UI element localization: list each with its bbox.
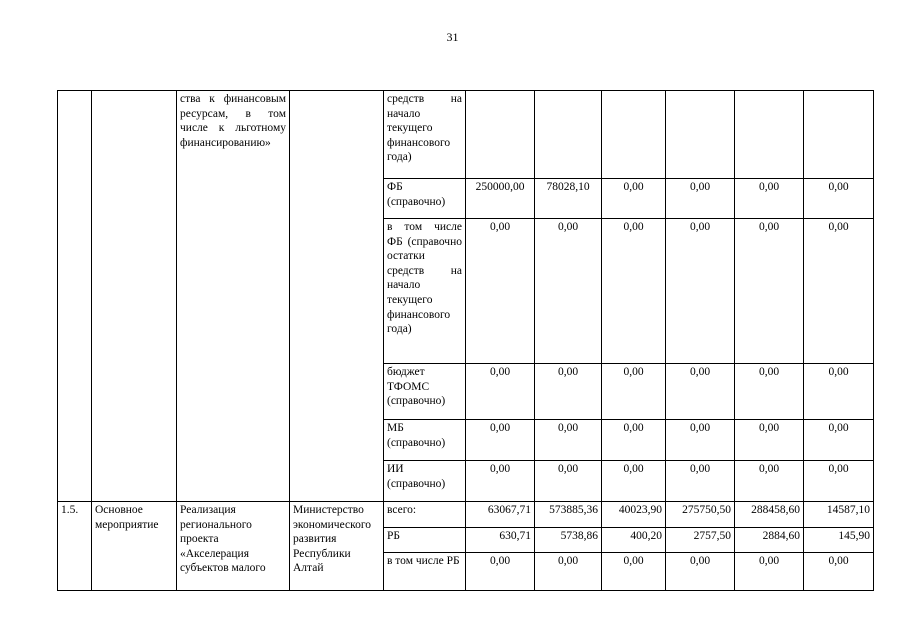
value-cell [602, 91, 666, 179]
value-cell: 0,00 [535, 461, 602, 502]
value-cell: 0,00 [535, 219, 602, 364]
value-cell: 0,00 [666, 364, 735, 420]
funding-source-cell: ИИ (справочно) [384, 461, 466, 502]
value-cell: 63067,71 [466, 502, 535, 528]
value-cell: 0,00 [804, 553, 874, 591]
budget-table [57, 90, 874, 591]
value-cell: 0,00 [602, 461, 666, 502]
value-cell: 2757,50 [666, 528, 735, 553]
value-cell: 0,00 [466, 553, 535, 591]
number-cell [58, 91, 92, 502]
value-cell: 0,00 [666, 553, 735, 591]
funding-source-cell: бюджет ТФОМС (справочно) [384, 364, 466, 420]
value-cell: 5738,86 [535, 528, 602, 553]
value-cell: 0,00 [804, 461, 874, 502]
value-cell: 0,00 [466, 420, 535, 461]
value-cell: 0,00 [535, 364, 602, 420]
funding-source-cell: всего: [384, 502, 466, 528]
value-cell: 0,00 [466, 364, 535, 420]
item-type-cell: Основное мероприятие [92, 502, 177, 591]
value-cell: 0,00 [735, 553, 804, 591]
executor-cell [290, 91, 384, 502]
value-cell: 0,00 [666, 461, 735, 502]
value-cell: 288458,60 [735, 502, 804, 528]
value-cell: 0,00 [735, 219, 804, 364]
value-cell: 0,00 [535, 420, 602, 461]
value-cell: 78028,10 [535, 179, 602, 219]
value-cell: 0,00 [602, 364, 666, 420]
value-cell: 0,00 [735, 179, 804, 219]
value-cell: 2884,60 [735, 528, 804, 553]
value-cell: 0,00 [804, 364, 874, 420]
value-cell: 0,00 [602, 420, 666, 461]
value-cell [666, 91, 735, 179]
funding-source-cell: ФБ (справочно) [384, 179, 466, 219]
value-cell: 0,00 [735, 461, 804, 502]
value-cell: 40023,90 [602, 502, 666, 528]
value-cell [804, 91, 874, 179]
value-cell: 0,00 [804, 179, 874, 219]
value-cell: 0,00 [804, 219, 874, 364]
value-cell: 630,71 [466, 528, 535, 553]
value-cell: 275750,50 [666, 502, 735, 528]
value-cell: 145,90 [804, 528, 874, 553]
item-name-cell: Реализация регионального проекта «Акселерация субъектов малого [177, 502, 290, 591]
item-number-cell: 1.5. [58, 502, 92, 591]
table-row [58, 502, 874, 528]
value-cell: 0,00 [735, 364, 804, 420]
value-cell: 400,20 [602, 528, 666, 553]
value-cell: 0,00 [666, 420, 735, 461]
value-cell: 0,00 [466, 219, 535, 364]
task-name-cell: ства к финансовым ресурсам, в том числе к льготному финансированию» [177, 91, 290, 502]
funding-source-cell: МБ (справочно) [384, 420, 466, 461]
value-cell: 0,00 [666, 219, 735, 364]
value-cell: 0,00 [466, 461, 535, 502]
funding-source-cell: в том числе РБ [384, 553, 466, 591]
value-cell [466, 91, 535, 179]
value-cell: 0,00 [804, 420, 874, 461]
value-cell: 250000,00 [466, 179, 535, 219]
value-cell [735, 91, 804, 179]
value-cell: 0,00 [666, 179, 735, 219]
value-cell: 0,00 [535, 553, 602, 591]
table-row [58, 91, 874, 179]
value-cell: 573885,36 [535, 502, 602, 528]
value-cell: 0,00 [602, 219, 666, 364]
page-number: 31 [446, 30, 459, 44]
value-cell [535, 91, 602, 179]
item-executor-cell: Министерство экономического развития Республики Алтай [290, 502, 384, 591]
funding-source-cell: в том числе ФБ (справочно остатки средств на начало текущего финансового года) [384, 219, 466, 364]
funding-source-cell: средств на начало текущего финансового года) [384, 91, 466, 179]
type-cell [92, 91, 177, 502]
value-cell: 0,00 [602, 179, 666, 219]
value-cell: 0,00 [602, 553, 666, 591]
funding-source-cell: РБ [384, 528, 466, 553]
value-cell: 14587,10 [804, 502, 874, 528]
value-cell: 0,00 [735, 420, 804, 461]
